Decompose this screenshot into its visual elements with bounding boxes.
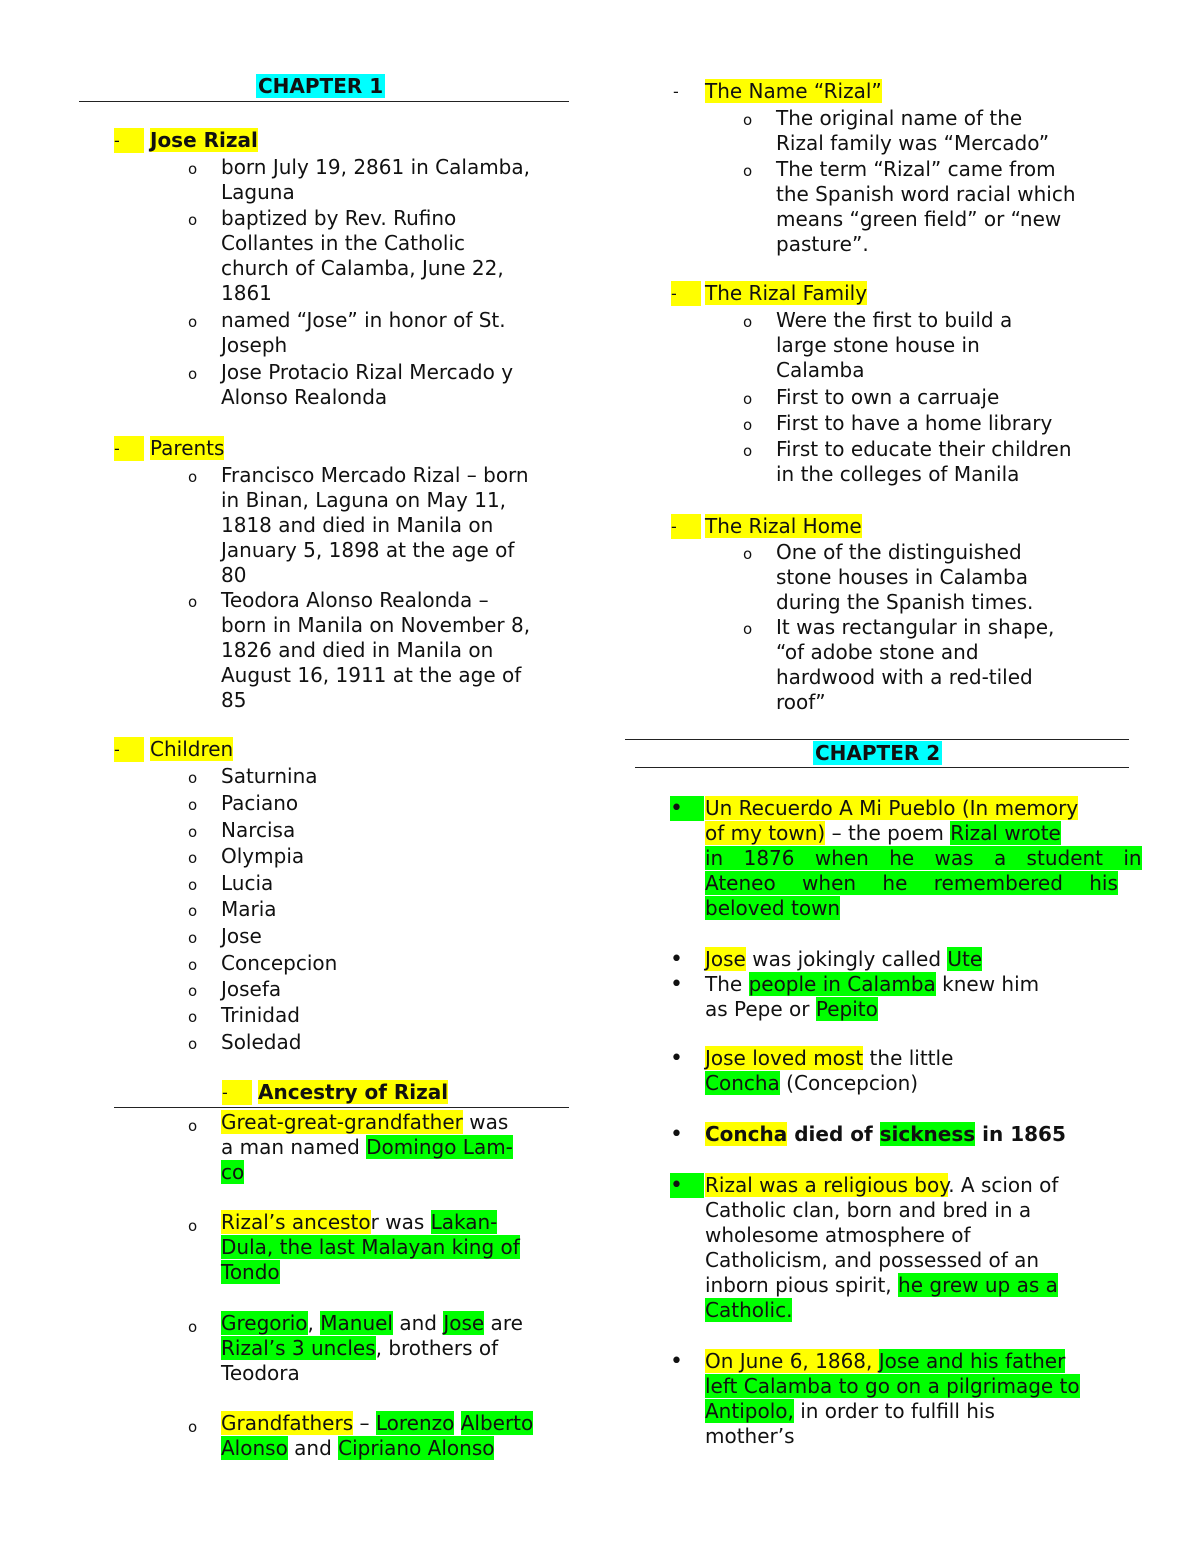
line: Gregorio, Manuel and Jose are — [221, 1311, 523, 1335]
dash-bullet: - — [114, 436, 144, 461]
line: wholesome atmosphere of — [705, 1223, 971, 1247]
line: mother’s — [705, 1424, 795, 1448]
bullet: • — [670, 1173, 704, 1198]
circle-bullet: o — [743, 390, 753, 408]
chapter2-item: Concha died of sickness in 1865 — [705, 1122, 1066, 1146]
circle-bullet: o — [188, 1318, 198, 1336]
line: as Pepe or Pepito — [705, 997, 878, 1021]
circle-bullet: o — [743, 162, 753, 180]
line: August 16, 1911 at the age of — [221, 663, 522, 687]
list-item — [776, 437, 1072, 487]
line: named “Jose” in honor of St. — [221, 308, 506, 332]
list-item — [776, 308, 1012, 383]
child-name: Josefa — [221, 977, 282, 1001]
circle-bullet: o — [188, 823, 198, 841]
line: beloved town — [705, 896, 841, 920]
child-name: Paciano — [221, 791, 299, 815]
line: stone houses in Calamba — [776, 565, 1028, 589]
chapter-2-title: CHAPTER 2 — [815, 741, 941, 765]
circle-bullet: o — [743, 545, 753, 563]
list-item — [221, 463, 529, 588]
list-item — [776, 106, 1049, 156]
circle-bullet: o — [188, 1117, 198, 1135]
section-heading-children: Children — [150, 737, 234, 761]
line: Jose Protacio Rizal Mercado y — [221, 360, 514, 384]
section-heading-name: The Name “Rizal” — [705, 79, 882, 103]
line: 1818 and died in Manila on — [221, 513, 494, 537]
divider — [635, 767, 1129, 768]
chapter2-item — [705, 1046, 953, 1096]
line: Great-great-grandfather was — [221, 1110, 509, 1134]
line: Alonso Realonda — [221, 385, 388, 409]
ancestry-item — [221, 1311, 523, 1386]
list-item — [776, 157, 1076, 257]
line: co — [221, 1160, 245, 1184]
child-name: Jose — [221, 924, 262, 948]
circle-bullet: o — [743, 111, 753, 129]
child-name: Trinidad — [221, 1003, 300, 1027]
line: Alonso and Cipriano Alonso — [221, 1436, 495, 1460]
circle-bullet: o — [188, 593, 198, 611]
list-item — [221, 360, 513, 410]
line: large stone house in — [776, 333, 980, 357]
circle-bullet: o — [188, 1217, 198, 1235]
list-item — [776, 615, 1054, 715]
circle-bullet: o — [743, 442, 753, 460]
line: Catholicism, and possessed of an — [705, 1248, 1040, 1272]
child-name: Maria — [221, 897, 277, 921]
circle-bullet: o — [743, 313, 753, 331]
line: born in Manila on November 8, — [221, 613, 531, 637]
ancestry-item — [221, 1411, 533, 1461]
chapter2-item — [705, 796, 1142, 921]
section-heading-family: The Rizal Family — [705, 281, 868, 305]
list-item — [221, 588, 530, 713]
line: Grandfathers – Lorenzo Alberto — [221, 1411, 534, 1435]
circle-bullet: o — [188, 468, 198, 486]
dash-bullet: - — [114, 128, 144, 153]
circle-bullet: o — [188, 1035, 198, 1053]
dash-bullet: - — [671, 281, 701, 306]
line: Un Recuerdo A Mi Pueblo (In memory — [705, 796, 1079, 820]
line: born July 19, 2861 in Calamba, — [221, 155, 530, 179]
line: On June 6, 1868, Jose and his father — [705, 1349, 1066, 1373]
child-name: Lucia — [221, 871, 274, 895]
line: 1861 — [221, 281, 272, 305]
circle-bullet: o — [188, 365, 198, 383]
child-name: Saturnina — [221, 764, 318, 788]
chapter2-item — [705, 1173, 1058, 1323]
line: inborn pious spirit, he grew up as a — [705, 1273, 1058, 1297]
circle-bullet: o — [188, 796, 198, 814]
line: 1826 and died in Manila on — [221, 638, 494, 662]
section-heading-parents: Parents — [150, 436, 225, 460]
list-item — [221, 308, 506, 358]
line: Rizal family was “Mercado” — [776, 131, 1050, 155]
line: Antipolo, in order to fulfill his — [705, 1399, 995, 1423]
bullet: • — [670, 1122, 683, 1147]
line: First to educate their children — [776, 437, 1072, 461]
list-item — [221, 206, 504, 306]
line: “of adobe stone and — [776, 640, 979, 664]
circle-bullet: o — [188, 211, 198, 229]
bullet: • — [670, 972, 683, 997]
chapter-1-title: CHAPTER 1 — [258, 74, 384, 98]
line: Dula, the last Malayan king of — [221, 1235, 520, 1259]
line: the Spanish word racial which — [776, 182, 1076, 206]
line: Collantes in the Catholic — [221, 231, 466, 255]
circle-bullet: o — [188, 160, 198, 178]
line: It was rectangular in shape, — [776, 615, 1055, 639]
bullet: • — [670, 796, 704, 821]
section-heading-home: The Rizal Home — [705, 514, 862, 538]
dash-bullet: - — [671, 514, 701, 539]
line: Joseph — [221, 333, 288, 357]
line: Teodora — [221, 1361, 300, 1385]
child-name: Soledad — [221, 1030, 302, 1054]
section-heading-jose-rizal: Jose Rizal — [150, 128, 258, 152]
ancestry-item — [221, 1210, 520, 1285]
line: pasture”. — [776, 232, 869, 256]
line: The original name of the — [776, 106, 1023, 130]
chapter2-item — [705, 972, 1039, 1022]
circle-bullet: o — [188, 982, 198, 1000]
circle-bullet: o — [188, 956, 198, 974]
line: Ateneo when he remembered his — [705, 871, 1118, 895]
divider — [114, 1107, 569, 1108]
chapter2-item — [705, 1349, 1080, 1449]
ancestry-item — [221, 1110, 513, 1185]
child-name: Concepcion — [221, 951, 338, 975]
line: during the Spanish times. — [776, 590, 1034, 614]
line: baptized by Rev. Rufino — [221, 206, 457, 230]
chapter2-item: Jose was jokingly called Ute — [705, 947, 983, 971]
line: means “green field” or “new — [776, 207, 1062, 231]
circle-bullet: o — [188, 1008, 198, 1026]
circle-bullet: o — [188, 769, 198, 787]
line: 85 — [221, 688, 247, 712]
circle-bullet: o — [188, 876, 198, 894]
bullet: • — [670, 1349, 683, 1374]
line: in Binan, Laguna on May 11, — [221, 488, 507, 512]
line: Rizal was a religious boy. A scion of — [705, 1173, 1059, 1197]
line: January 5, 1898 at the age of — [221, 538, 515, 562]
child-name: Narcisa — [221, 818, 296, 842]
line: hardwood with a red-tiled — [776, 665, 1033, 689]
line: The term “Rizal” came from — [776, 157, 1056, 181]
circle-bullet: o — [188, 849, 198, 867]
child-name: Olympia — [221, 844, 305, 868]
list-item: First to own a carruaje — [776, 385, 1000, 409]
line: Francisco Mercado Rizal – born — [221, 463, 529, 487]
list-item — [776, 540, 1033, 615]
divider — [79, 101, 569, 102]
line: One of the distinguished — [776, 540, 1022, 564]
line: Catholic clan, born and bred in a — [705, 1198, 1032, 1222]
list-item: First to have a home library — [776, 411, 1053, 435]
line: The people in Calamba knew him — [705, 972, 1040, 996]
bullet: • — [670, 1046, 683, 1071]
line: Were the first to build a — [776, 308, 1013, 332]
line: in 1876 when he was a student in — [705, 846, 1142, 870]
circle-bullet: o — [188, 902, 198, 920]
line: Teodora Alonso Realonda – — [221, 588, 489, 612]
dash-bullet: - — [114, 737, 144, 762]
line: 80 — [221, 563, 247, 587]
circle-bullet: o — [188, 929, 198, 947]
line: a man named Domingo Lam- — [221, 1135, 513, 1159]
circle-bullet: o — [188, 1418, 198, 1436]
line: roof” — [776, 690, 826, 714]
line: left Calamba to go on a pilgrimage to — [705, 1374, 1080, 1398]
line: Rizal’s 3 uncles, brothers of — [221, 1336, 499, 1360]
line: Laguna — [221, 180, 295, 204]
circle-bullet: o — [188, 313, 198, 331]
circle-bullet: o — [743, 416, 753, 434]
circle-bullet: o — [743, 620, 753, 638]
line: Tondo — [221, 1260, 280, 1284]
line: Rizal’s ancestor was Lakan- — [221, 1210, 498, 1234]
dash-bullet: - — [673, 82, 679, 101]
bullet: • — [670, 947, 683, 972]
dash-bullet: - — [222, 1080, 252, 1105]
line: Calamba — [776, 358, 865, 382]
section-heading-ancestry: Ancestry of Rizal — [258, 1080, 449, 1104]
line: Catholic. — [705, 1298, 793, 1322]
divider — [625, 739, 1129, 740]
line: Concha (Concepcion) — [705, 1071, 919, 1095]
line: in the colleges of Manila — [776, 462, 1020, 486]
line: church of Calamba, June 22, — [221, 256, 504, 280]
line: Jose loved most the little — [705, 1046, 954, 1070]
list-item — [221, 155, 530, 205]
line: of my town) – the poem Rizal wrote — [705, 821, 1061, 845]
